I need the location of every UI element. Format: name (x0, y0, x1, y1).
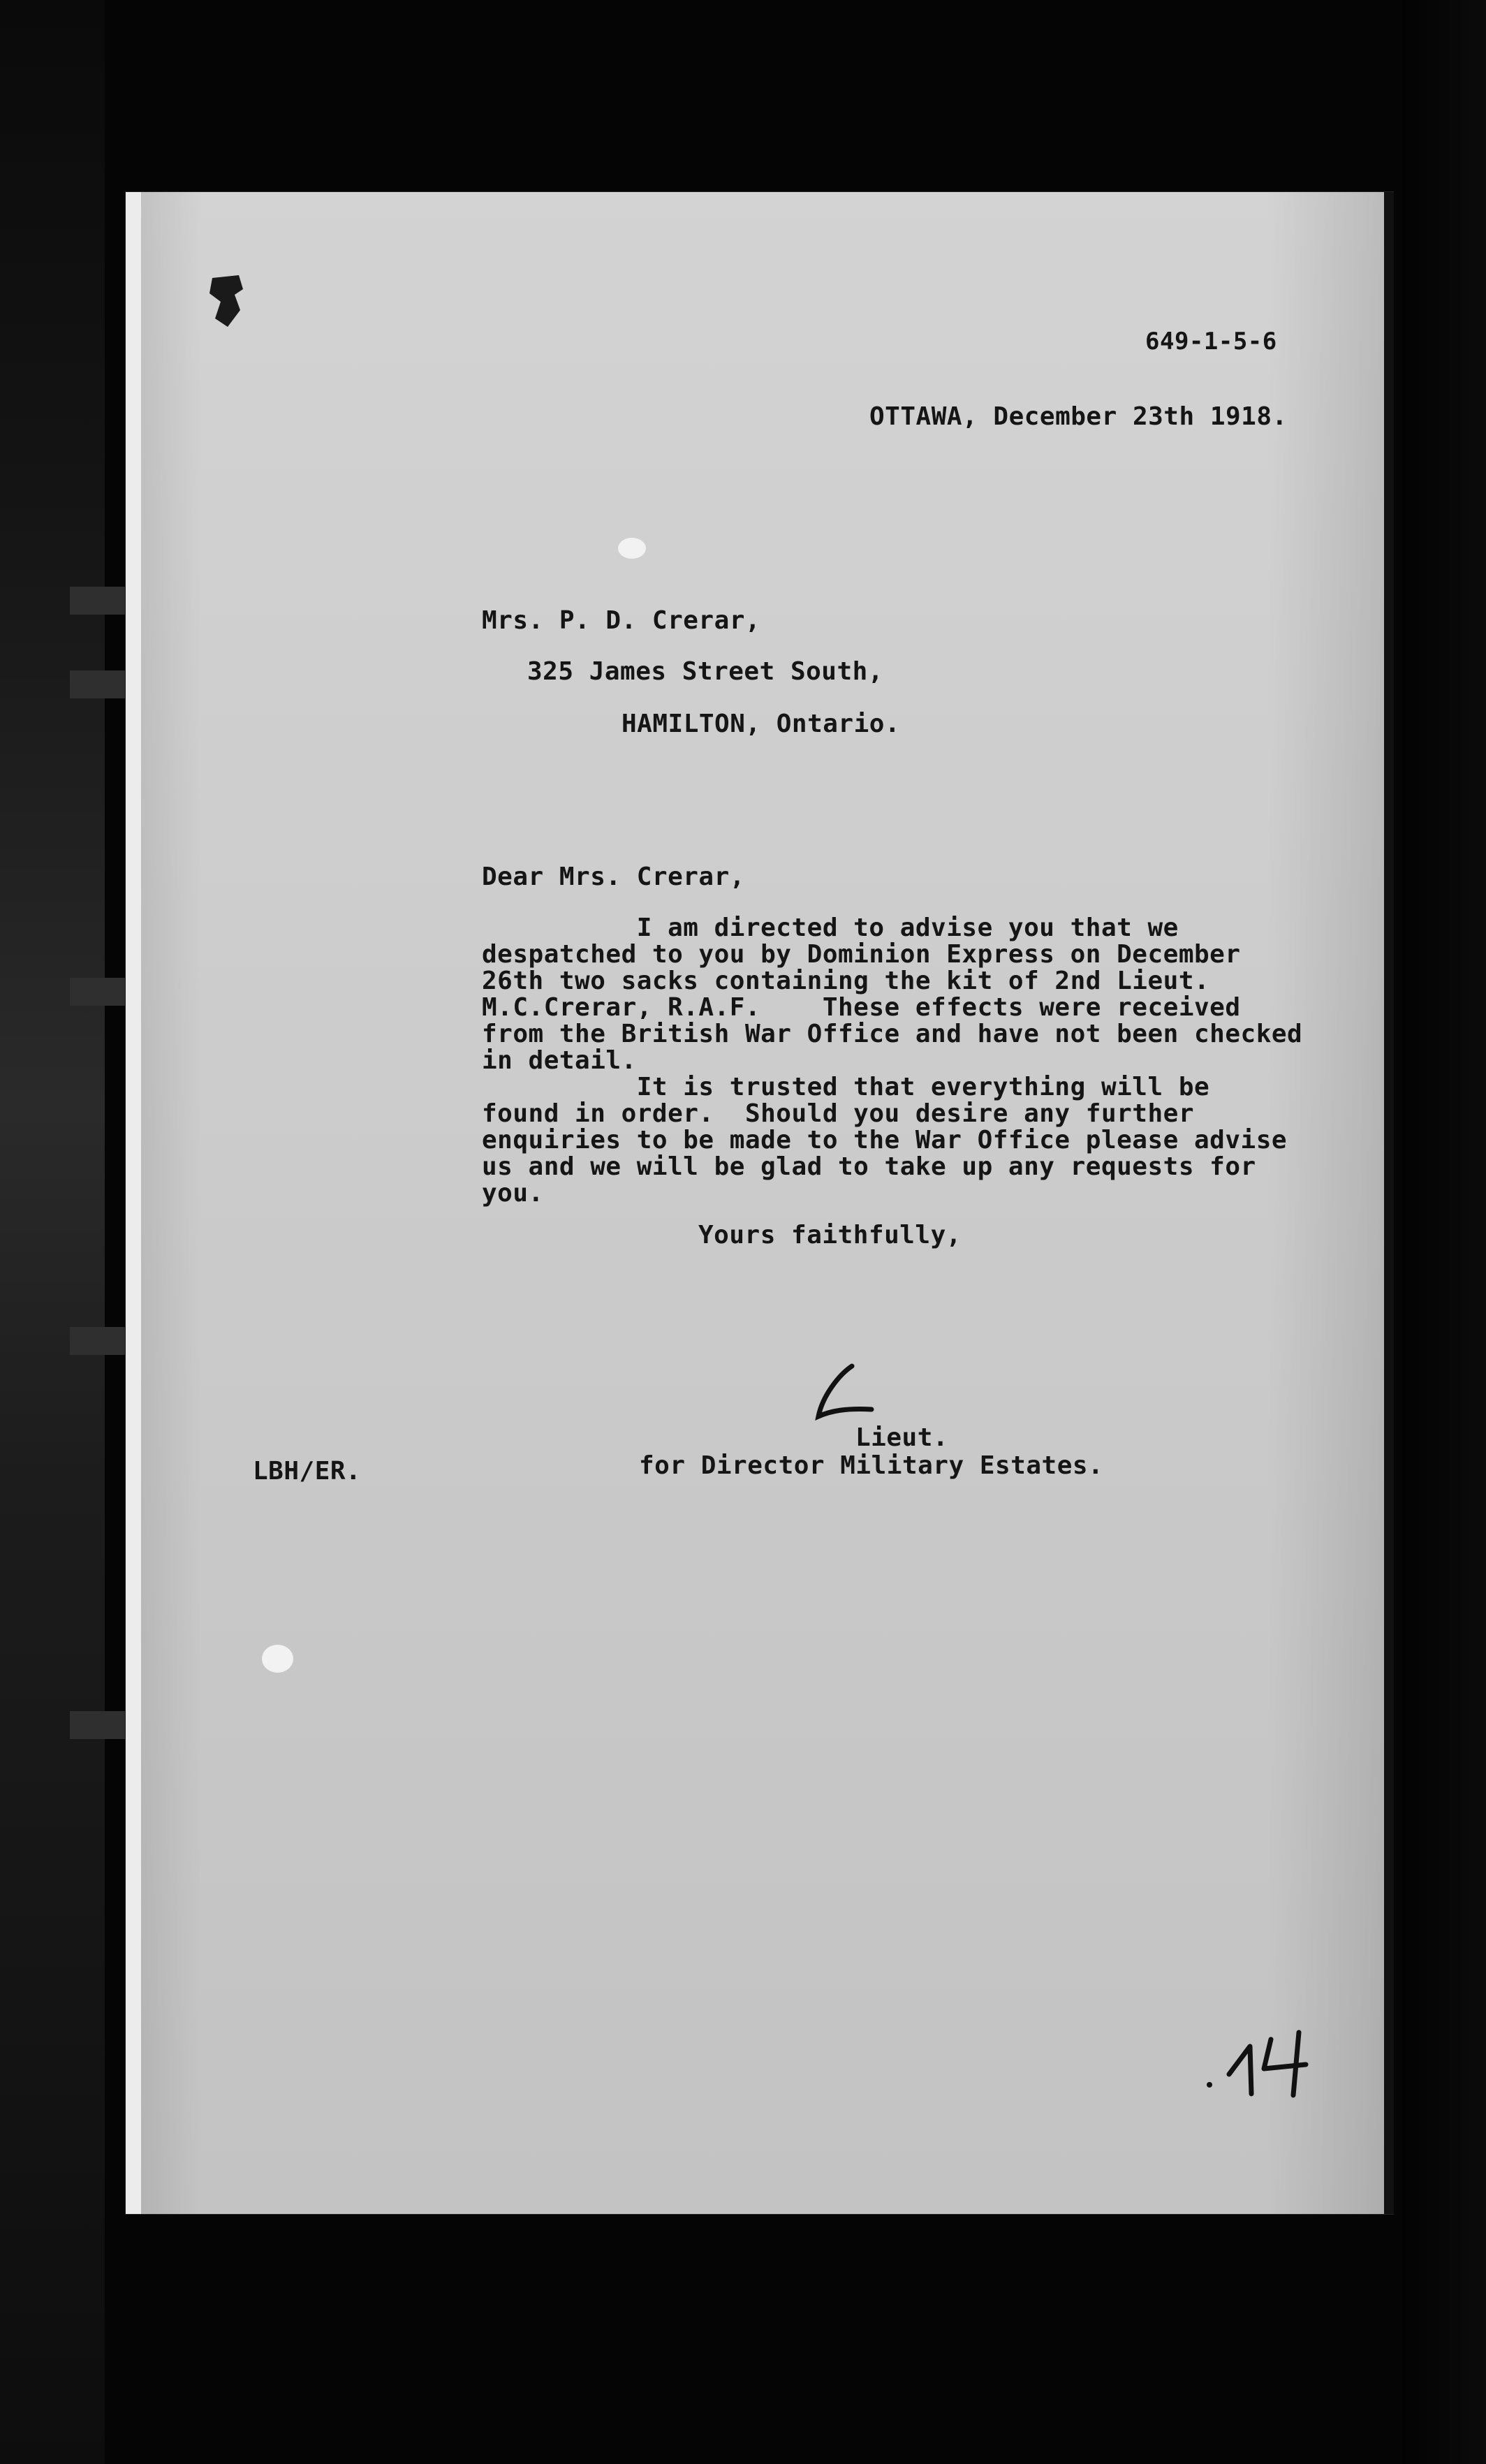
recipient-street: 325 James Street South, (527, 657, 883, 686)
page-right-edge (1384, 192, 1394, 2214)
body-line: despatched to you by Dominion Express on December (482, 940, 1241, 969)
body-line: you. (482, 1179, 544, 1208)
page-left-edge (126, 192, 141, 2214)
body-line: M.C.Crerar, R.A.F. These effects were received (482, 993, 1241, 1022)
place-and-date: OTTAWA, December 23th 1918. (869, 402, 1288, 431)
handwritten-page-number (1201, 2011, 1320, 2109)
microfilm-left-border (0, 0, 105, 2464)
body-line: us and we will be glad to take up any requests for (482, 1152, 1256, 1181)
recipient-city: HAMILTON, Ontario. (621, 710, 901, 738)
closing: Yours faithfully, (698, 1221, 962, 1249)
salutation: Dear Mrs. Crerar, (482, 863, 745, 891)
body-line: found in order. Should you desire any further (482, 1099, 1194, 1128)
typist-initials: LBH/ER. (253, 1457, 362, 1486)
signature-office: for Director Military Estates. (639, 1451, 1104, 1480)
body-line: in detail. (482, 1046, 637, 1075)
microfilm-right-border (1402, 0, 1486, 2464)
signature-title: Lieut. (855, 1423, 949, 1452)
letter-page (126, 192, 1393, 2214)
body-line: 26th two sacks containing the kit of 2nd Lieut. (482, 967, 1210, 995)
handwritten-signature-icon (803, 1362, 880, 1425)
body-line: from the British War Office and have not been checked (482, 1020, 1303, 1048)
body-line: It is trusted that everything will be (482, 1073, 1210, 1101)
punch-hole-mark (207, 274, 249, 330)
body-line: I am directed to advise you that we (482, 914, 1179, 942)
reference-number: 649-1-5-6 (1145, 328, 1277, 355)
recipient-name: Mrs. P. D. Crerar, (482, 606, 761, 635)
paper-speck (262, 1645, 293, 1673)
paper-speck (618, 538, 646, 559)
body-line: enquiries to be made to the War Office please advise (482, 1126, 1288, 1154)
